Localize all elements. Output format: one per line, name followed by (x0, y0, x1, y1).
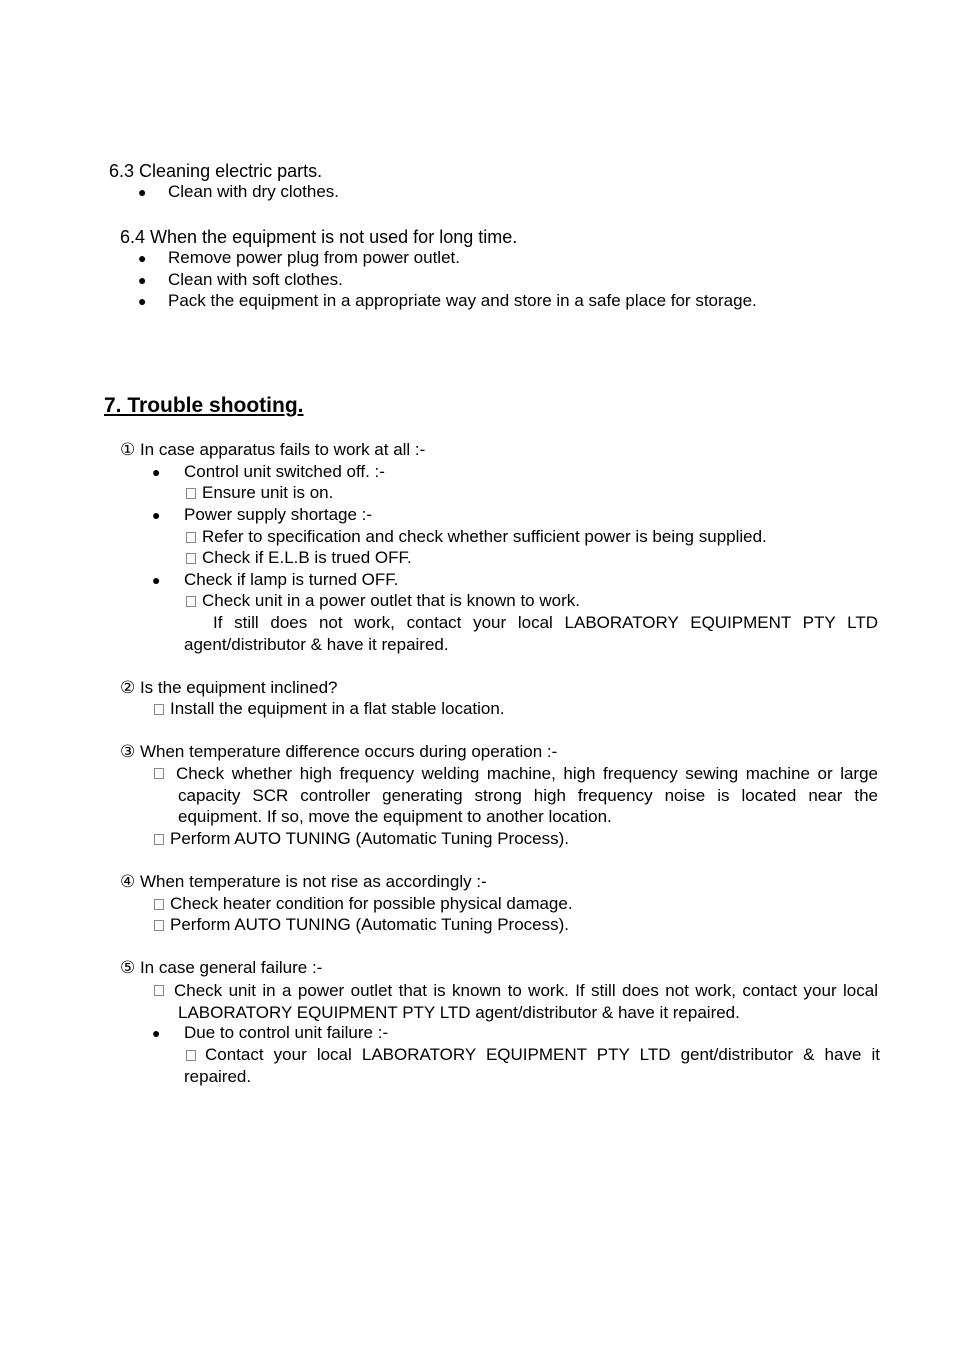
sub-item: Check heater condition for possible physical damage. (154, 894, 573, 914)
sub-item: Perform AUTO TUNING (Automatic Tuning Process). (154, 829, 569, 849)
sub-item: Check unit in a power outlet that is known to work. (186, 591, 580, 611)
paragraph: Check unit in a power outlet that is known to work. If still does not work, contact your local LABORATORY EQUIPMENT PTY LTD agent/distributor & have it repaired. (174, 981, 878, 1022)
list-item: Power supply shortage :- (184, 505, 373, 524)
bullet-icon: ● (138, 272, 147, 288)
checkbox-icon (154, 899, 164, 910)
section-6-3-heading: 6.3 Cleaning electric parts. (109, 161, 323, 181)
bullet-icon: ● (152, 1025, 161, 1041)
sub-item: Perform AUTO TUNING (Automatic Tuning Process). (154, 915, 569, 935)
sub-item: Check if E.L.B is trued OFF. (186, 548, 412, 568)
checkbox-icon (186, 596, 196, 607)
checkbox-icon (154, 834, 164, 845)
list-item: Check if lamp is turned OFF. (184, 570, 399, 589)
checkbox-icon (154, 704, 164, 715)
bullet-icon: ● (152, 507, 161, 523)
checkbox-icon (154, 985, 164, 996)
bullet-icon: ● (152, 464, 161, 480)
paragraph: Check whether high frequency welding machine, high frequency sewing machine or large capacity SCR controller generating strong high frequency noise is located near the equipment. If so, move the equipment to another location. (176, 764, 878, 826)
paragraph: If still does not work, contact your local LABORATORY EQUIPMENT PTY LTD agent/distributor & have it repaired. (184, 613, 878, 654)
bullet-icon: ● (138, 184, 147, 200)
case-1-title: ① In case apparatus fails to work at all :- (120, 440, 426, 459)
case-5-title: ⑤ In case general failure :- (120, 958, 323, 977)
section-7-heading: 7. Trouble shooting. (104, 394, 304, 417)
case-3-title: ③ When temperature difference occurs during operation :- (120, 742, 558, 761)
checkbox-icon (154, 920, 164, 931)
section-6-4-heading: 6.4 When the equipment is not used for long time. (120, 227, 518, 247)
bullet-icon: ● (138, 293, 147, 309)
list-item: Due to control unit failure :- (184, 1023, 389, 1042)
sub-item: Refer to specification and check whether sufficient power is being supplied. (186, 527, 767, 547)
checkbox-icon (186, 532, 196, 543)
list-item: Clean with soft clothes. (168, 270, 343, 289)
bullet-icon: ● (138, 250, 147, 266)
case-4-title: ④ When temperature is not rise as accordingly :- (120, 872, 487, 891)
list-item: Clean with dry clothes. (168, 182, 340, 201)
checkbox-icon (186, 553, 196, 564)
list-item: Pack the equipment in a appropriate way and store in a safe place for storage. (168, 291, 757, 310)
paragraph: Contact your local LABORATORY EQUIPMENT PTY LTD gent/distributor & have it repaired. (184, 1045, 880, 1086)
checkbox-icon (154, 768, 164, 779)
list-item: Control unit switched off. :- (184, 462, 385, 481)
checkbox-icon (186, 488, 196, 499)
list-item: Remove power plug from power outlet. (168, 248, 460, 267)
sub-item: Ensure unit is on. (186, 483, 333, 503)
sub-item: Install the equipment in a flat stable location. (154, 699, 505, 719)
bullet-icon: ● (152, 572, 161, 588)
case-2-title: ② Is the equipment inclined? (120, 678, 338, 697)
